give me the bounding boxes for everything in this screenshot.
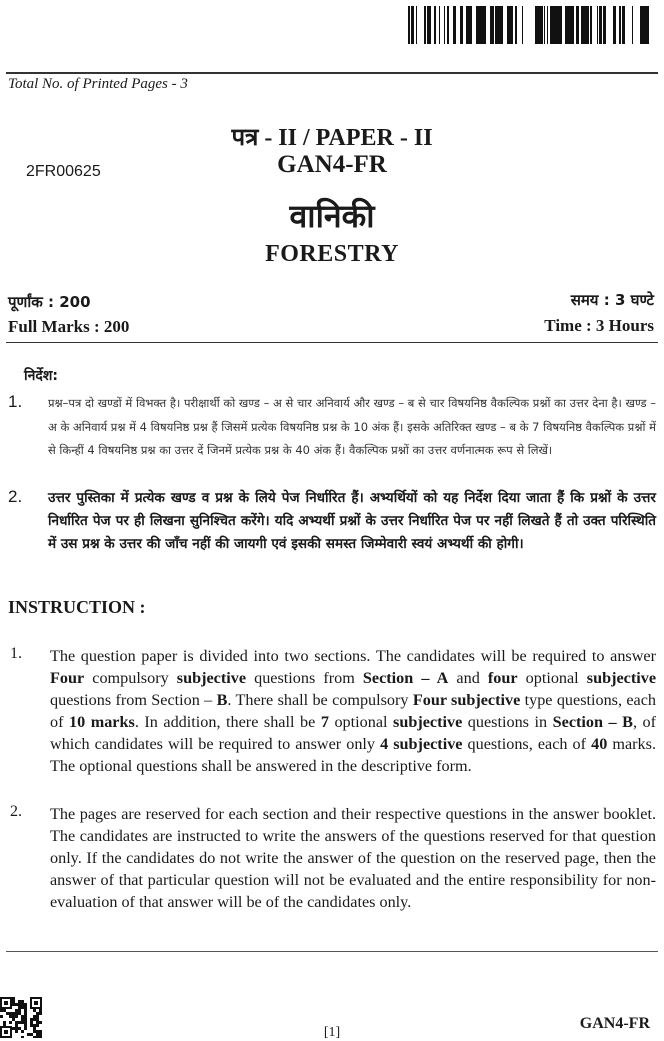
instruction-item	[4, 803, 656, 913]
full-marks: Full Marks : 200	[8, 317, 130, 336]
barcode-image	[408, 6, 652, 44]
subject-title: FORESTRY	[265, 241, 399, 267]
footer-paper-code: GAN4-FR	[579, 1015, 650, 1032]
time-allowed: Time : 3 Hours	[544, 316, 654, 335]
printed-pages-note: Total No. of Printed Pages - 3	[8, 76, 188, 92]
time-hindi: समय : 3 घण्टे	[570, 291, 654, 309]
item-number: 1.	[10, 645, 22, 662]
hindi-instructions-heading: निर्देश:	[24, 368, 58, 384]
paper-code: GAN4-FR	[277, 151, 387, 178]
hindi-instruction-item	[4, 392, 656, 463]
paper-id: 2FR00625	[26, 163, 101, 180]
footer-divider	[6, 951, 658, 952]
item-text: The pages are reserved for each section and their respective questions in the answer booklet. The candidates are instructed to write the answers of the questions reserved for that question only. If the candidates do not write the answer of the question on the reserved page, then the answer of that particular question will not be evaluated and the entire responsibility for non-evaluation of that answer will be of the candidates only.	[50, 805, 656, 911]
top-divider	[6, 72, 658, 74]
item-number: 2.	[10, 803, 22, 820]
item-number: 1.	[8, 392, 23, 411]
header-divider	[6, 342, 658, 343]
item-number: 2.	[8, 487, 23, 506]
page-number: [1]	[323, 1025, 341, 1040]
full-marks-hindi: पूर्णांक : 200	[8, 293, 91, 311]
item-text: प्रश्न–पत्र दो खण्डों में विभक्त है। परीक्षार्थी को खण्ड – अ से चार अनिवार्य और खण्ड – ब से चार विषयनिष्ठ वैकल्पिक प्रश्नों का उत्तर देना है। खण्ड – अ के अनिवार्य प्रश्न में 4 विषयनिष्ठ प्रश्न हैं जिसमें प्रत्येक विषयनिष्ठ प्रश्न के 10 अंक हैं। इसके अतिरिक्त खण्ड – ब के 7 विषयनिष्ठ वैकल्पिक प्रश्नों में से किन्हीं 4 विषयनिष्ठ प्रश्न का उत्तर दें जिनमें प्रत्येक प्रश्न के 40 अंक हैं। वैकल्पिक प्रश्नों का उत्तर वर्णनात्मक रूप से लिखें।	[48, 396, 656, 457]
item-text: The question paper is divided into two sections. The candidates will be required to answer Four compulsory subjective questions from Section – A and four optional subjective questions from Section – B. There shall be compulsory Four subjective type questions, each of 10 marks. In addition, there shall be 7 optional subjective questions in Section – B, of which candidates will be required to answer only 4 subjective questions, each of 40 marks. The optional questions shall be answered in the descriptive form.	[50, 647, 657, 775]
hindi-instruction-item	[4, 487, 656, 556]
item-text: उत्तर पुस्तिका में प्रत्येक खण्ड व प्रश्न के लिये पेज निर्धारित हैं। अभ्यर्थियों को यह निर्देश दिया जाता हैं कि प्रश्नों के उत्तर निर्धारित पेज पर ही लिखना सुनिश्चित करेंगे। यदि अभ्यर्थी प्रश्नों के उत्तर निर्धारित पेज पर नहीं लिखते हैं तो उक्त परिस्थिति में उस प्रश्न के उत्तर की जाँच नहीं की जायगी एवं इसकी समस्त जिम्मेवारी स्वयं अभ्यर्थी की होगी।	[48, 490, 656, 552]
paper-number: पत्र - II / PAPER - II	[231, 125, 433, 151]
subject-title-hindi: वानिकी	[289, 197, 375, 235]
instruction-item	[4, 645, 656, 777]
instructions-heading: INSTRUCTION :	[8, 597, 146, 617]
